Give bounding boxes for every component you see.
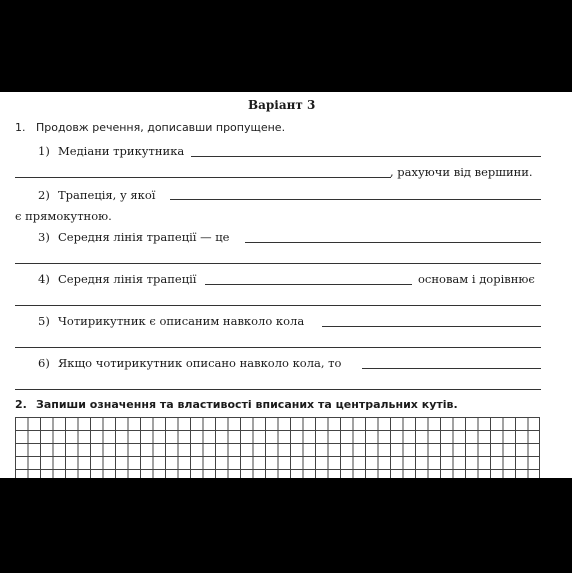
item2-blank-line[interactable] (170, 199, 541, 200)
answer-grid[interactable] (15, 417, 540, 478)
item5-number: 5) (38, 314, 50, 328)
item2-continuation: є прямокутною. (15, 209, 112, 223)
item5-text: Чотирикутник є описаним навколо кола (58, 314, 305, 328)
item3-blank-line-2[interactable] (15, 263, 541, 264)
item1-blank-line-2[interactable] (15, 177, 391, 178)
task2-number: 2. (15, 398, 27, 411)
item4-blank-line-2[interactable] (15, 305, 541, 306)
item3-number: 3) (38, 230, 50, 244)
item6-blank-line[interactable] (362, 368, 541, 369)
item6-blank-line-2[interactable] (15, 389, 541, 390)
item2-text: Трапеція, у якої (58, 188, 156, 202)
task2-instruction: Запиши означення та властивості вписаних та центральних кутів. (36, 398, 458, 411)
item5-blank-line-2[interactable] (15, 347, 541, 348)
worksheet-page (0, 92, 572, 478)
item1-text: Медіани трикутника (58, 144, 185, 158)
task1-instruction: Продовж речення, дописавши пропущене. (36, 121, 286, 134)
item4-number: 4) (38, 272, 50, 286)
item1-blank-line[interactable] (191, 156, 541, 157)
item6-text: Якщо чотирикутник описано навколо кола, то (58, 356, 342, 370)
variant-title: Варіант 3 (248, 98, 316, 112)
item3-text: Середня лінія трапеції — це (58, 230, 230, 244)
item4-text: Середня лінія трапеції (58, 272, 197, 286)
item4-after-text: основам і дорівнює (418, 272, 535, 286)
item5-blank-line[interactable] (322, 326, 541, 327)
item3-blank-line[interactable] (245, 242, 541, 243)
item4-blank-line[interactable] (205, 284, 412, 285)
item1-continuation: , рахуючи від вершини. (390, 165, 533, 179)
task1-number: 1. (15, 121, 26, 134)
item1-number: 1) (38, 144, 50, 158)
item2-number: 2) (38, 188, 50, 202)
item6-number: 6) (38, 356, 50, 370)
